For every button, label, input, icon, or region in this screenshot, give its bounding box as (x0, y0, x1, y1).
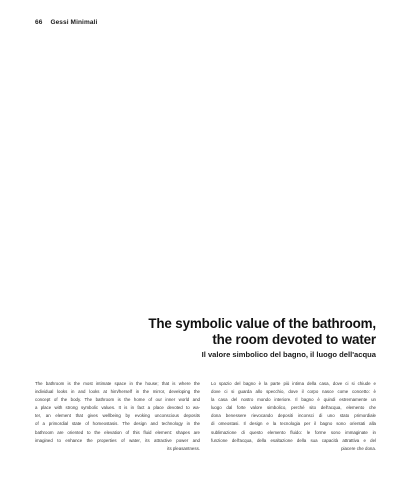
text-line: a place with strong symbolic values. It is in fact a place devoted to wa- (35, 405, 200, 411)
text-line: ter, an element that gives wellbeing by evoking unconscious deposits (35, 413, 200, 419)
text-line: Lo spazio del bagno è la parte più intima della casa, dove ci si chiude e (211, 381, 376, 386)
text-line: di omeostasi. Il design e la tecnologia per il bagno sono orientati alla (211, 421, 376, 427)
running-head (35, 19, 97, 26)
page-title (148, 316, 376, 347)
text-line: funzione dell'acqua, della esaltazione della sua capacità attrattiva e del (211, 437, 376, 443)
text-line: its pleasantness. (167, 445, 200, 451)
text-line: luogo dal forte valore simbolico, perché sito dell'acqua, elemento che (211, 405, 376, 411)
text-line: imagined to enhance the properties of water, its attractive power and (35, 437, 200, 443)
text-line: individual looks in and looks at him/herself in the mirror, developing the (35, 389, 200, 395)
body-text-italian (211, 380, 376, 453)
title-block (148, 316, 376, 359)
page-number: 66 (35, 19, 43, 26)
text-line: dove ci si guarda allo specchio, dove il corpo nasce come concetto: è (211, 389, 376, 395)
text-line: of a primordial state of homeostasis. The design and technology in the (35, 421, 200, 427)
text-line: The bathroom is the most intimate space in the house; that is where the (35, 381, 200, 386)
text-line: bathroom are oriented to the elevation of this fluid element: shapes are (35, 429, 200, 435)
text-line: piacere che dona. (341, 445, 376, 451)
book-title: Gessi Minimali (50, 19, 98, 26)
title-line-2: the room devoted to water (212, 331, 376, 347)
page-subtitle: Il valore simbolico del bagno, il luogo dell'acqua (201, 350, 376, 360)
text-line: concept of the body. The bathroom is the home of our inner world and (35, 397, 200, 403)
text-line: sublimazione di questo elemento fluido: le forme sono immaginate in (211, 429, 376, 435)
body-text-english (35, 380, 200, 453)
text-line: la casa del nostro mondo interiore. Il bagno è quindi estremamente un (211, 397, 376, 403)
text-line: dona benessere rievocando depositi inconsci di uno stato primordiale (211, 413, 376, 419)
title-line-1: The symbolic value of the bathroom, (148, 316, 376, 331)
